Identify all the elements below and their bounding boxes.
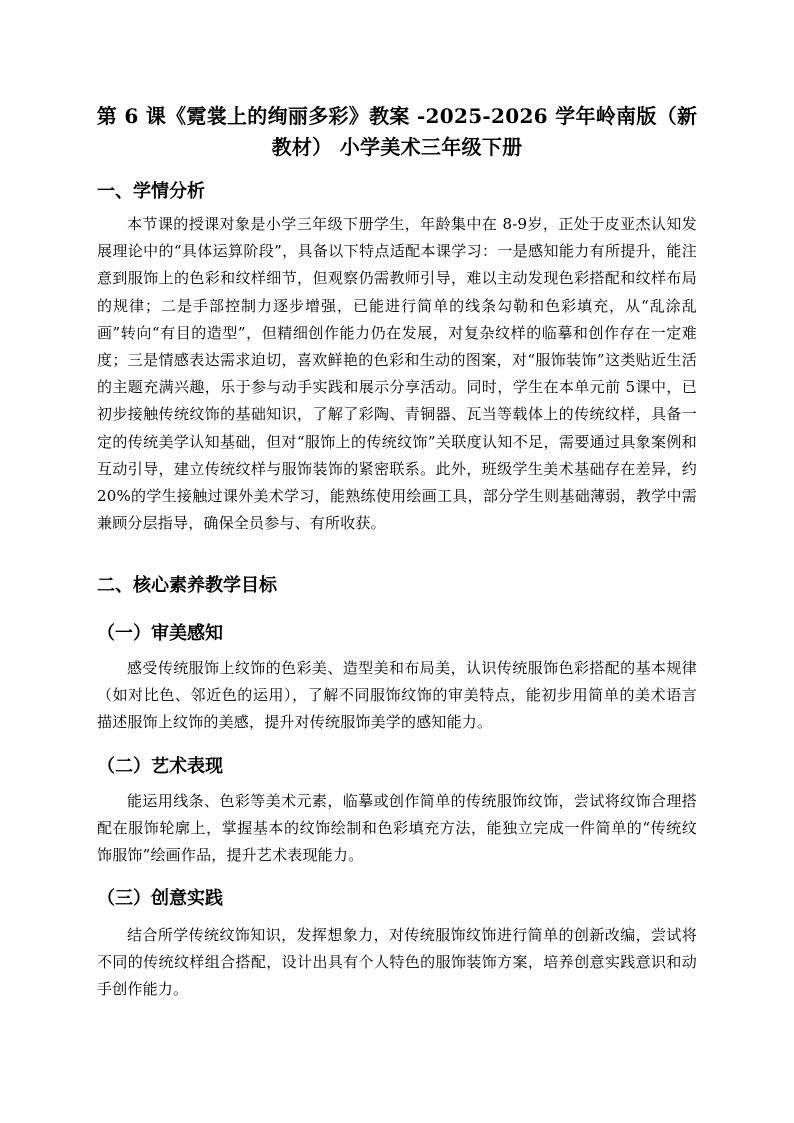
document-title: 第 6 课《霓裳上的绚丽多彩》教案 -2025-2026 学年岭南版（新教材） 小学美术三年级下册 <box>96 104 698 159</box>
section-heading-learner-analysis: 一、学情分析 <box>97 181 205 202</box>
subsection-heading-aesthetic-perception: （一）审美感知 <box>97 623 223 644</box>
subsection-heading-creative-practice: （三）创意实践 <box>97 888 223 909</box>
subsection-heading-artistic-expression: （二）艺术表现 <box>97 756 223 777</box>
section-heading-core-objectives: 二、核心素养教学目标 <box>97 575 277 596</box>
aesthetic-perception-paragraph: 感受传统服饰上纹饰的色彩美、造型美和布局美，认识传统服饰色彩搭配的基本规律（如对比色、邻近色的运用），了解不同服饰纹饰的审美特点，能初步用简单的美术语言描述服饰上纹饰的美感，提升对传统服饰美学的感知能力。 <box>97 659 697 732</box>
creative-practice-paragraph: 结合所学传统纹饰知识，发挥想象力，对传统服饰纹饰进行简单的创新改编，尝试将不同的传统纹样组合搭配，设计出具有个人特色的服饰装饰方案，培养创意实践意识和动手创作能力。 <box>97 926 697 999</box>
learner-analysis-paragraph: 本节课的授课对象是小学三年级下册学生，年龄集中在 8-9岁，正处于皮亚杰认知发展理论中的“具体运算阶段”，具备以下特点适配本课学习：一是感知能力有所提升，能注意到服饰上的色彩和纹样细节，但观察仍需教师引导，难以主动发现色彩搭配和纹样布局的规律；二是手部控制力逐步增强，已能进行简单的线条勾勒和色彩填充，从“乱涂乱画”转向“有目的造型”，但精细创作能力仍在发展，对复杂纹样的临摹和创作存在一定难度；三是情感表达需求迫切，喜欢鲜艳的色彩和生动的图案，对“服饰装饰”这类贴近生活的主题充满兴趣，乐于参与动手实践和展示分享活动。同时，学生在本单元前 5课中，已初步接触传统纹饰的基础知识，了解了彩陶、青铜器、瓦当等载体上的传统纹样，具备一定的传统美学认知基础，但对“服饰上的传统纹饰”关联度认知不足，需要通过具象案例和互动引导，建立传统纹样与服饰装饰的紧密联系。此外，班级学生美术基础存在差异，约 20%的学生接触过课外美术学习，能熟练使用绘画工具，部分学生则基础薄弱，教学中需兼顾分层指导，确保全员参与、有所收获。 <box>97 215 697 533</box>
artistic-expression-paragraph: 能运用线条、色彩等美术元素，临摹或创作简单的传统服饰纹饰，尝试将纹饰合理搭配在服饰轮廓上，掌握基本的纹饰绘制和色彩填充方法，能独立完成一件简单的“传统纹饰服饰”绘画作品，提升艺术表现能力。 <box>97 792 697 865</box>
